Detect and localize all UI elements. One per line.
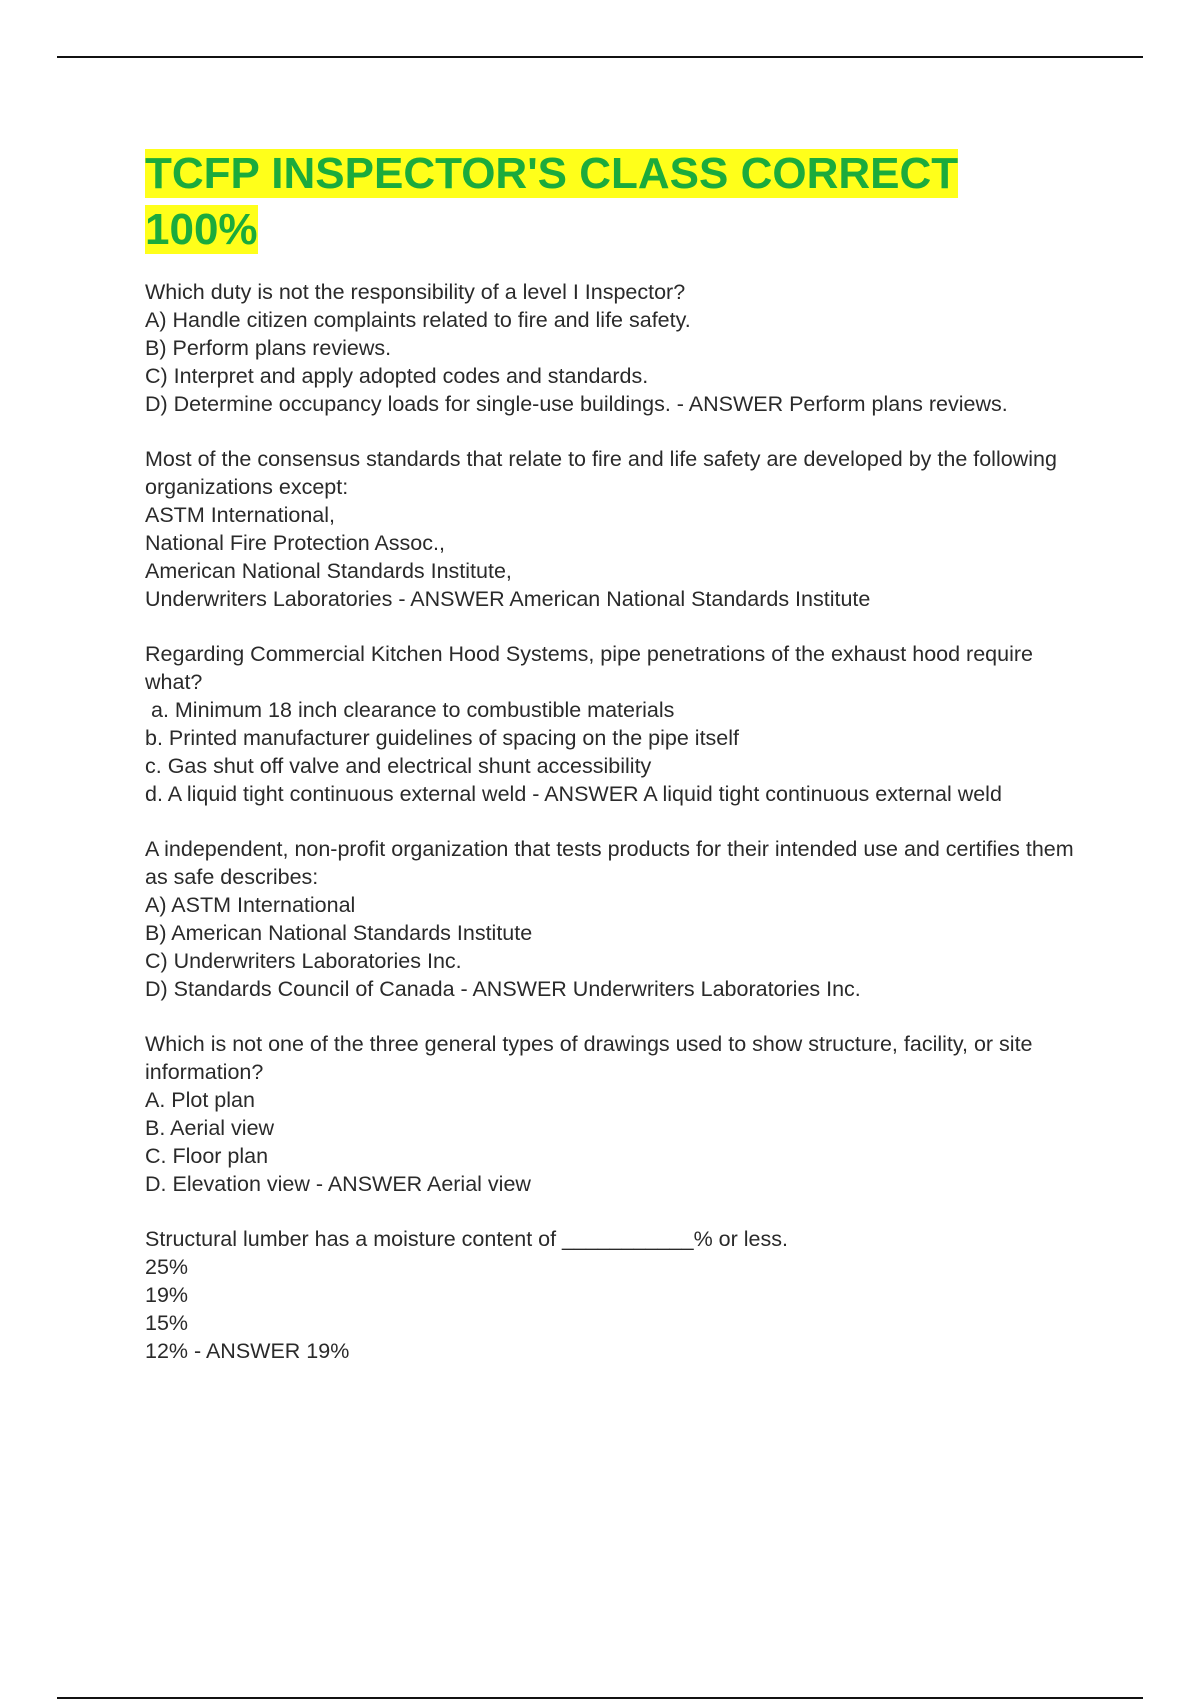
question-2-prompt: Most of the consensus standards that relate to fire and life safety are developed by the following organizations except: [145, 447, 1063, 499]
question-block-3 [145, 640, 1075, 808]
question-3-prompt: Regarding Commercial Kitchen Hood Systems, pipe penetrations of the exhaust hood require what? [145, 642, 1039, 694]
question-1-option-c: C) Interpret and apply adopted codes and standards. [145, 364, 649, 388]
question-1-option-a: A) Handle citizen complaints related to fire and life safety. [145, 308, 691, 332]
question-4-option-b: B) American National Standards Institute [145, 921, 533, 945]
question-block-2 [145, 445, 1075, 613]
question-3-option-a: a. Minimum 18 inch clearance to combustible materials [145, 698, 675, 722]
question-3-option-c: c. Gas shut off valve and electrical shunt accessibility [145, 754, 652, 778]
question-6-option-4-answer: 12% - ANSWER 19% [145, 1339, 350, 1363]
question-2-option-3: American National Standards Institute, [145, 559, 512, 583]
question-2-option-1: ASTM International, [145, 503, 336, 527]
question-3-option-d-answer: d. A liquid tight continuous external weld - ANSWER A liquid tight continuous external weld [145, 782, 1002, 806]
question-1-prompt: Which duty is not the responsibility of a level I Inspector? [145, 280, 686, 304]
question-4-option-a: A) ASTM International [145, 893, 356, 917]
question-block-6 [145, 1225, 1075, 1365]
top-rule [57, 56, 1143, 58]
question-2-option-2: National Fire Protection Assoc., [145, 531, 445, 555]
question-6-option-3: 15% [145, 1311, 189, 1335]
question-3-option-b: b. Printed manufacturer guidelines of spacing on the pipe itself [145, 726, 740, 750]
question-1-option-d-answer: D) Determine occupancy loads for single-use buildings. - ANSWER Perform plans reviews. [145, 392, 1008, 416]
question-5-option-b: B. Aerial view [145, 1116, 275, 1140]
question-2-option-4-answer: Underwriters Laboratories - ANSWER American National Standards Institute [145, 587, 871, 611]
document-body [145, 146, 1080, 1392]
question-5-option-a: A. Plot plan [145, 1088, 255, 1112]
question-block-1 [145, 278, 1075, 418]
bottom-rule [57, 1697, 1143, 1699]
question-6-option-1: 25% [145, 1255, 189, 1279]
question-6-prompt: Structural lumber has a moisture content of ___________% or less. [145, 1227, 788, 1251]
question-4-option-c: C) Underwriters Laboratories Inc. [145, 949, 462, 973]
question-4-option-d-answer: D) Standards Council of Canada - ANSWER Underwriters Laboratories Inc. [145, 977, 861, 1001]
question-6-option-2: 19% [145, 1283, 189, 1307]
document-title [145, 146, 1075, 258]
question-5-option-d-answer: D. Elevation view - ANSWER Aerial view [145, 1172, 531, 1196]
question-block-5 [145, 1030, 1075, 1198]
document-title-text: TCFP INSPECTOR'S CLASS CORRECT 100% [145, 149, 959, 254]
question-5-prompt: Which is not one of the three general types of drawings used to show structure, facility, or site information? [145, 1032, 1039, 1084]
question-block-4 [145, 835, 1080, 1003]
question-5-option-c: C. Floor plan [145, 1144, 269, 1168]
question-4-prompt: A independent, non-profit organization that tests products for their intended use and certifies them as safe describes: [145, 837, 1080, 889]
question-1-option-b: B) Perform plans reviews. [145, 336, 392, 360]
